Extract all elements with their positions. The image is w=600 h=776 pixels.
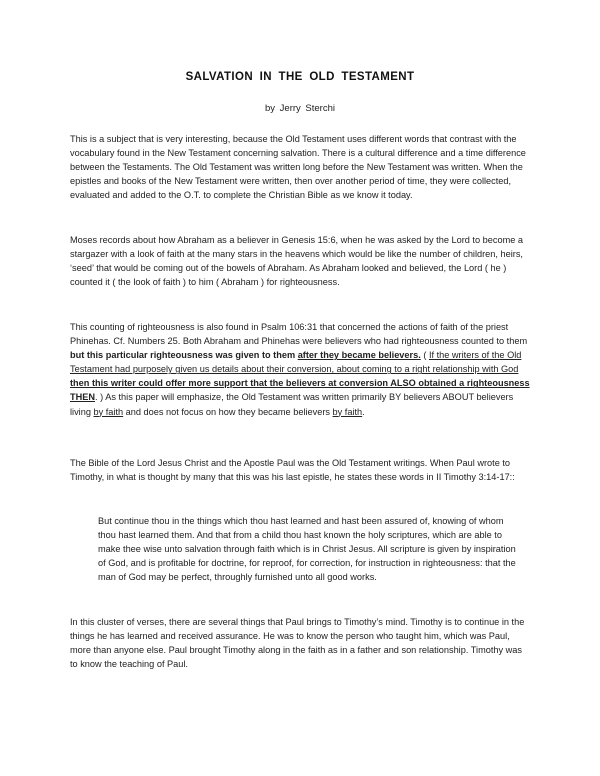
- paragraph-righteousness: [70, 320, 530, 419]
- text-segment: .: [362, 406, 365, 417]
- text-segment: (: [420, 350, 429, 361]
- author-byline: by Jerry Sterchi: [265, 103, 335, 114]
- paragraph-cluster: In this cluster of verses, there are several things that Paul brings to Timothy’s mind. Timothy is to continue in the things he has learned and received assurance. He was to know the person who taught him, which was Paul, more than anyone else. Paul brought Timothy along in the faith as in a father and son relationship. Timothy was to know the teaching of Paul.: [70, 617, 525, 670]
- bold-text: but this particular righteousness was given to them: [70, 350, 298, 361]
- text-segment: This counting of righteousness is also found in Psalm 106:31 that concerned the actions of faith of the priest Phinehas. Cf. Numbers 25. Both Abraham and Phinehas were believers who had righteousness counted to them: [70, 322, 528, 347]
- text-segment: . ) As this paper will emphasize, the Old Testament was written primarily BY believers ABOUT believers living: [70, 392, 514, 417]
- underlined-text: by faith: [332, 406, 363, 417]
- underlined-text: by faith: [93, 406, 124, 417]
- bold-underlined-text: then this writer could offer more support that the believers at conversion ALSO obtained a righteousness THEN: [70, 378, 530, 403]
- scripture-quote: But continue thou in the things which thou hast learned and hast been assured of, knowing of whom thou hast learned them. And that from a child thou hast known the holy scriptures, which are able to make thee wise unto salvation through faith which is in Christ Jesus. All scripture is given by inspiration of God, and is profitable for doctrine, for reproof, for correction, for instruction in righteousness: that the man of God may be perfect, throughly furnished unto all good works.: [98, 516, 516, 583]
- bold-underlined-text: after they became believers.: [297, 350, 421, 361]
- text-segment: and does not focus on how they became believers: [123, 406, 333, 417]
- paragraph-timothy-intro: The Bible of the Lord Jesus Christ and the Apostle Paul was the Old Testament writings. When Paul wrote to Timothy, in what is thought by many that this was his last epistle, he states these words in II Timothy 3:14-17::: [70, 458, 515, 483]
- document-title: SALVATION IN THE OLD TESTAMENT: [185, 71, 415, 83]
- paragraph-intro: This is a subject that is very interesting, because the Old Testament uses different words that contrast with the vocabulary found in the New Testament concerning salvation. There is a cultural difference and a time difference between the Testaments. The Old Testament was written long before the New Testament was written. When the epistles and books of the New Testament were written, then over another period of time, they were collected, evaluated and added to the O.T. to complete the Christian Bible as we know it today.: [70, 134, 526, 201]
- underlined-text: If the writers of the Old Testament had purposely given us details about their conversion, about coming to a right relationship with God: [70, 350, 522, 375]
- paragraph-abraham: Moses records about how Abraham as a believer in Genesis 15:6, when he was asked by the Lord to become a stargazer with a look of faith at the many stars in the heavens which would be like the number of children, heirs, ‘seed’ that would be coming out of the bowels of Abraham. As Abraham looked and believed, the Lord ( he ) counted it ( the look of faith ) to him ( Abraham ) for righteousness.: [70, 235, 523, 288]
